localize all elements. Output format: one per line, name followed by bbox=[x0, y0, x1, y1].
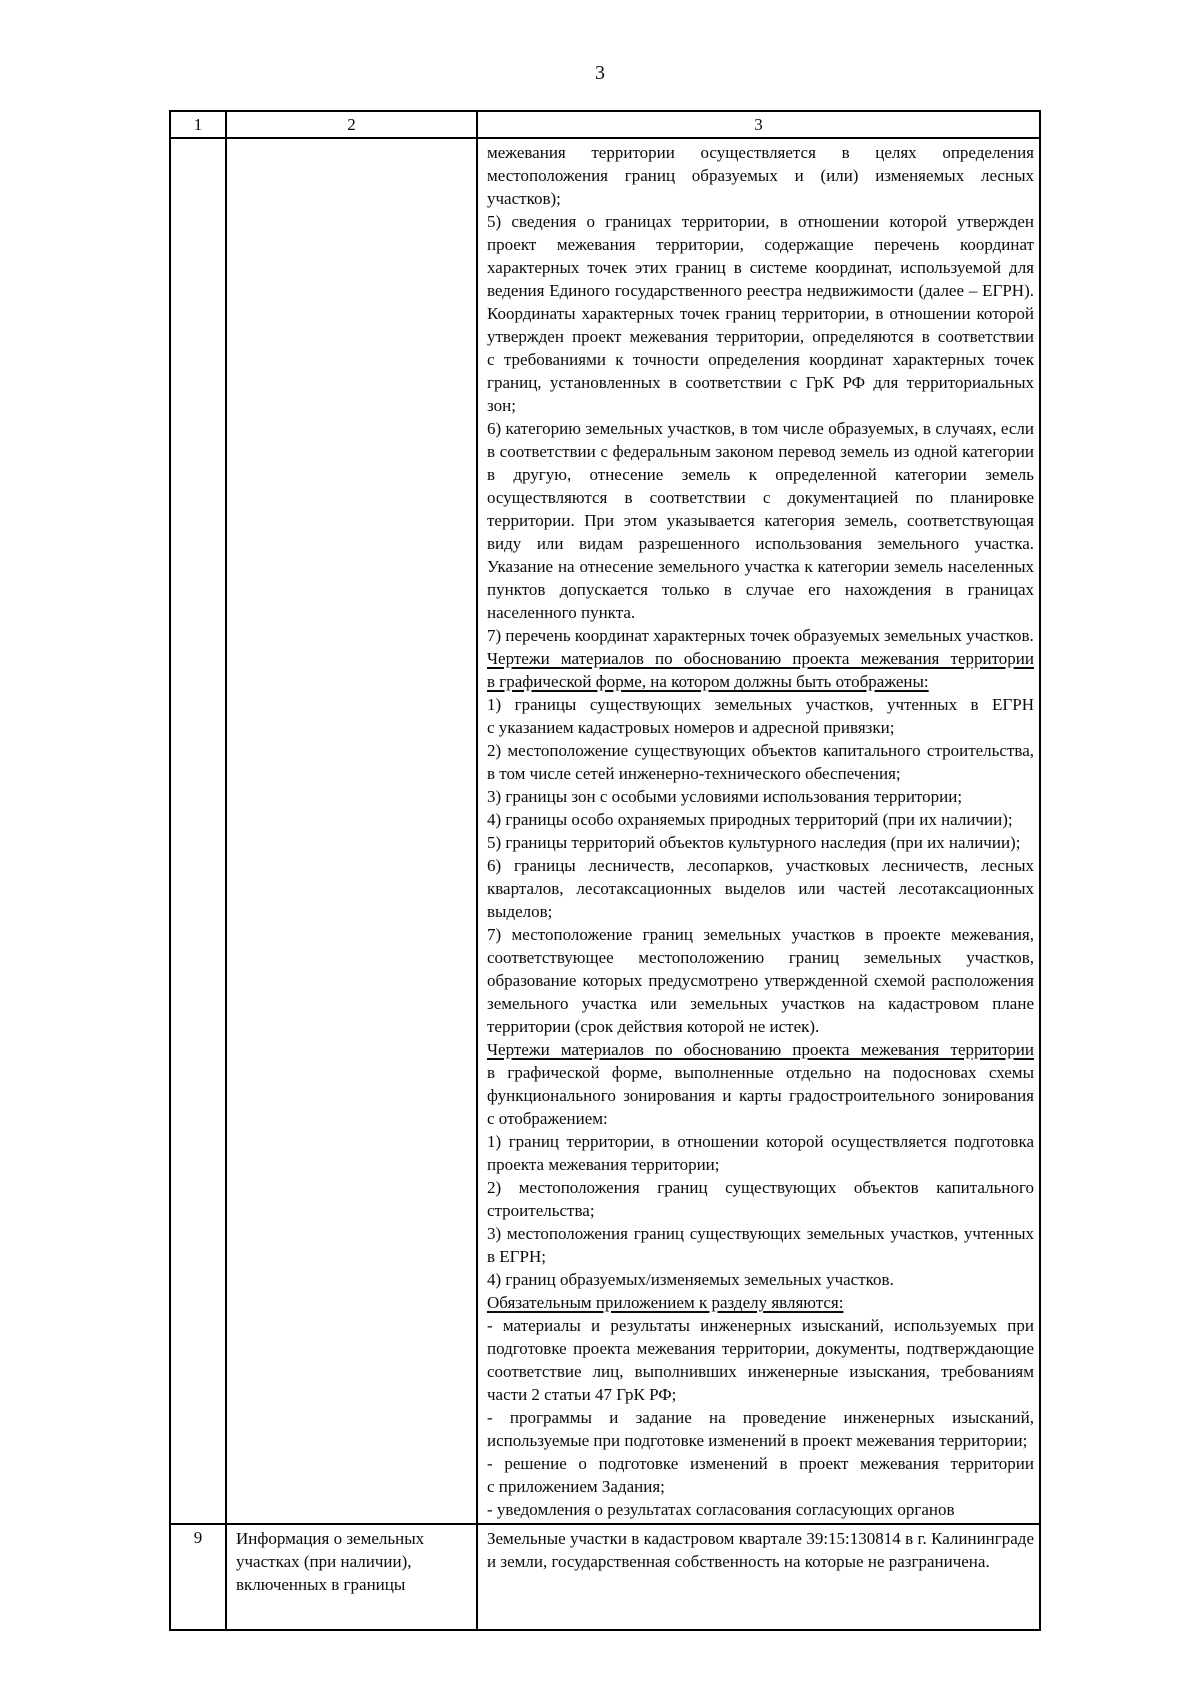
paragraph bbox=[487, 1527, 1034, 1573]
table-row-continuation bbox=[170, 138, 1040, 1524]
text-run: - программы и задание на проведение инженерных изысканий, используемые при подготовке изменений в проект межевания территории; bbox=[487, 1408, 1034, 1450]
row-continuation-label-cell bbox=[226, 138, 477, 1524]
paragraph bbox=[487, 785, 1034, 808]
text-run: - решение о подготовке изменений в проект межевания территории с приложением Задания; bbox=[487, 1454, 1034, 1496]
text-run: 5) границы территорий объектов культурного наследия (при их наличии); bbox=[487, 833, 1021, 852]
row-9-content-cell bbox=[477, 1524, 1040, 1630]
paragraph bbox=[487, 141, 1034, 210]
paragraph bbox=[487, 1452, 1034, 1498]
text-run: Земельные участки в кадастровом квартале 39:15:130814 в г. Калининграде и земли, государственная собственность на которые не разграничена. bbox=[487, 1529, 1034, 1571]
text-run: 3) местоположения границ существующих земельных участков, учтенных в ЕГРН; bbox=[487, 1224, 1034, 1266]
text-run: межевания территории осуществляется в целях определения местоположения границ образуемых и (или) изменяемых лесных участков); bbox=[487, 143, 1034, 208]
underlined-text: Обязательным приложением к разделу являются: bbox=[487, 1293, 844, 1312]
paragraph bbox=[487, 923, 1034, 1038]
text-run: 6) категорию земельных участков, в том числе образуемых, в случаях, если в соответствии с федеральным законом перевод земель из одной категории в другую, отнесение земель к определенной категории земель осуществляются в соответствии с документацией по планировке территории. При этом указывается категория земель, соответствующая виду или видам разрешенного использования земельного участка. Указание на отнесение земельного участка к категории земель населенных пунктов допускается только в случае его нахождения в границах населенного пункта. bbox=[487, 419, 1034, 622]
text-run: 4) границ образуемых/изменяемых земельных участков. bbox=[487, 1270, 894, 1289]
text-run: - уведомления о результатах согласования согласующих органов bbox=[487, 1500, 955, 1519]
document-table bbox=[169, 110, 1041, 1631]
paragraph bbox=[487, 1038, 1034, 1130]
text-run: 4) границы особо охраняемых природных территорий (при их наличии); bbox=[487, 810, 1013, 829]
row-9-label-cell: Информация о земельных участках (при наличии), включенных в границы bbox=[226, 1524, 477, 1630]
text-run: 3) границы зон с особыми условиями использования территории; bbox=[487, 787, 963, 806]
text-run: - материалы и результаты инженерных изысканий, используемых при подготовке проекта межевания территории, документы, подтверждающие соответствие лиц, выполнивших инженерные изыскания, требованиям части 2 статьи 47 ГрК РФ; bbox=[487, 1316, 1034, 1404]
paragraph bbox=[487, 1176, 1034, 1222]
paragraph bbox=[487, 1291, 1034, 1314]
paragraph bbox=[487, 1314, 1034, 1406]
paragraph bbox=[487, 854, 1034, 923]
header-cell-3: 3 bbox=[477, 111, 1040, 138]
row-continuation-number-cell bbox=[170, 138, 226, 1524]
text-run: 7) перечень координат характерных точек образуемых земельных участков. bbox=[487, 626, 1034, 645]
paragraph bbox=[487, 1498, 1034, 1521]
paragraph bbox=[487, 647, 1034, 693]
table-header-row bbox=[170, 111, 1040, 138]
paragraph bbox=[487, 1268, 1034, 1291]
paragraph bbox=[487, 808, 1034, 831]
text-run: 7) местоположение границ земельных участков в проекте межевания, соответствующее местоположению границ земельных участков, образование которых предусмотрено утвержденной схемой расположения земельного участка или земельных участков на кадастровом плане территории (срок действия которой не истек). bbox=[487, 925, 1034, 1036]
text-run: 2) местоположение существующих объектов капитального строительства, в том числе сетей инженерно-технического обеспечения; bbox=[487, 741, 1034, 783]
text-run: в графической форме, выполненные отдельно на подосновах схемы функционального зонирования и карты градостроительного зонирования с отображением: bbox=[487, 1063, 1034, 1128]
paragraph bbox=[487, 831, 1034, 854]
paragraph bbox=[487, 1406, 1034, 1452]
text-run: 2) местоположения границ существующих объектов капитального строительства; bbox=[487, 1178, 1034, 1220]
paragraph bbox=[487, 739, 1034, 785]
table-row-9 bbox=[170, 1524, 1040, 1630]
header-cell-1: 1 bbox=[170, 111, 226, 138]
page-number: 3 bbox=[595, 62, 605, 84]
underlined-text: Чертежи материалов по обоснованию проекта межевания территории bbox=[487, 1040, 1034, 1059]
paragraph bbox=[487, 210, 1034, 417]
header-cell-2: 2 bbox=[226, 111, 477, 138]
paragraph bbox=[487, 417, 1034, 624]
row-9-number-cell: 9 bbox=[170, 1524, 226, 1630]
paragraph bbox=[487, 1222, 1034, 1268]
paragraph bbox=[487, 624, 1034, 647]
text-run: 5) сведения о границах территории, в отношении которой утвержден проект межевания территории, содержащие перечень координат характерных точек этих границ в системе координат, используемой для ведения Единого государственного реестра недвижимости (далее – ЕГРН). Координаты характерных точек границ территории, в отношении которой утвержден проект межевания территории, определяются в соответствии с требованиями к точности определения координат характерных точек границ, установленных в соответствии с ГрК РФ для территориальных зон; bbox=[487, 212, 1034, 415]
underlined-text: Чертежи материалов по обоснованию проекта межевания территории в графической форме, на котором должны быть отображены: bbox=[487, 649, 1034, 691]
text-run: 1) границы существующих земельных участков, учтенных в ЕГРН с указанием кадастровых номеров и адресной привязки; bbox=[487, 695, 1034, 737]
row-continuation-content-cell bbox=[477, 138, 1040, 1524]
text-run: 1) границ территории, в отношении которой осуществляется подготовка проекта межевания территории; bbox=[487, 1132, 1034, 1174]
text-run: 6) границы лесничеств, лесопарков, участковых лесничеств, лесных кварталов, лесотаксационных выделов или частей лесотаксационных выделов; bbox=[487, 856, 1034, 921]
paragraph bbox=[487, 1130, 1034, 1176]
paragraph bbox=[487, 693, 1034, 739]
